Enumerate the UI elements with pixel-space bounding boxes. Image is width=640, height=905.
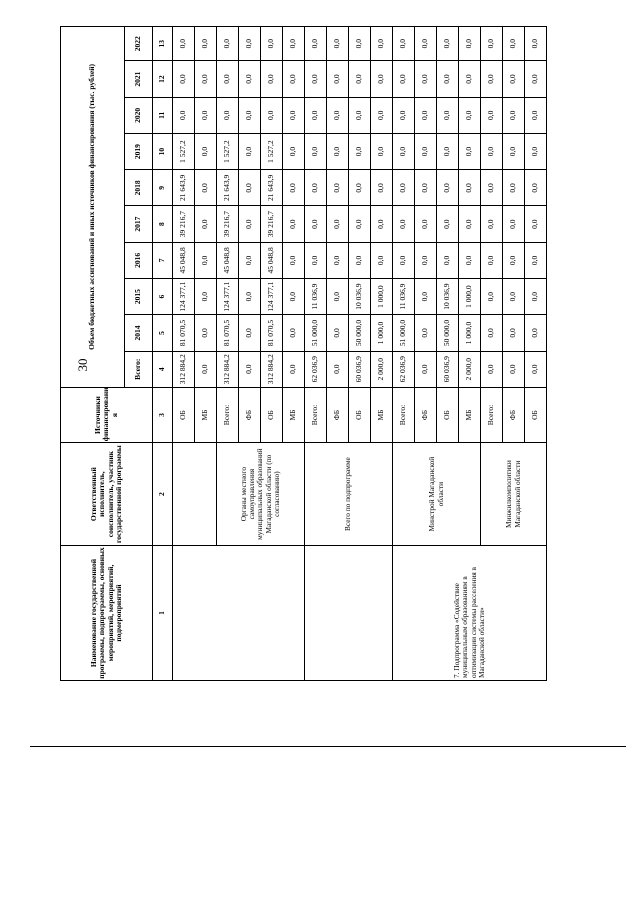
header-year: 2019 [125, 133, 153, 169]
value-cell: 0,0 [349, 133, 371, 169]
value-cell: 0,0 [459, 170, 481, 206]
value-cell: 0,0 [195, 61, 217, 97]
value-cell: 39 216,7 [173, 206, 195, 242]
value-cell: 10 036,9 [349, 279, 371, 315]
value-cell: 0,0 [305, 133, 327, 169]
value-cell: 45 048,8 [217, 242, 239, 278]
value-cell: 0,0 [481, 61, 503, 97]
value-cell: 0,0 [481, 170, 503, 206]
value-cell: 0,0 [195, 170, 217, 206]
row-name-cell [305, 546, 393, 681]
row-name-cell: 7. Подпрограмма «Содействие муниципальным образованиям в оптимизации системы расселения в Магаданской области» [393, 546, 547, 681]
value-cell: 0,0 [525, 61, 547, 97]
value-cell: 0,0 [415, 206, 437, 242]
value-cell: 312 884,2 [173, 351, 195, 387]
value-cell: 0,0 [327, 351, 349, 387]
value-cell: 0,0 [503, 97, 525, 133]
value-cell: 0,0 [415, 170, 437, 206]
rotated-table-container [60, 26, 570, 681]
value-cell: 0,0 [437, 27, 459, 61]
header-year: 2016 [125, 242, 153, 278]
value-cell: 0,0 [415, 351, 437, 387]
header-year: 2022 [125, 27, 153, 61]
value-cell: 81 070,5 [173, 315, 195, 351]
value-cell: 0,0 [239, 279, 261, 315]
header-year: 2021 [125, 61, 153, 97]
value-cell: 0,0 [503, 242, 525, 278]
value-cell: 0,0 [239, 27, 261, 61]
value-cell: 0,0 [217, 27, 239, 61]
source-cell: ОБ [525, 387, 547, 442]
column-number-row [153, 27, 173, 681]
value-cell: 0,0 [327, 279, 349, 315]
value-cell: 0,0 [481, 242, 503, 278]
column-number: 2 [153, 443, 173, 546]
value-cell: 2 000,0 [459, 351, 481, 387]
value-cell: 0,0 [393, 97, 415, 133]
value-cell: 0,0 [459, 97, 481, 133]
header-year: 2015 [125, 279, 153, 315]
value-cell: 50 000,0 [437, 315, 459, 351]
value-cell: 0,0 [327, 242, 349, 278]
table-row [393, 27, 415, 681]
horizontal-rule [30, 746, 626, 747]
header-responsible: Ответственный исполнитель, соисполнитель, участник государственной программы [61, 443, 153, 546]
value-cell: 0,0 [371, 61, 393, 97]
value-cell: 0,0 [525, 279, 547, 315]
source-cell: Всего: [393, 387, 415, 442]
value-cell: 0,0 [481, 133, 503, 169]
value-cell: 0,0 [503, 206, 525, 242]
value-cell: 0,0 [525, 206, 547, 242]
responsible-cell: Всего по подпрограмме [305, 443, 393, 546]
value-cell: 124 377,1 [173, 279, 195, 315]
value-cell: 124 377,1 [261, 279, 283, 315]
value-cell: 1 527,2 [217, 133, 239, 169]
value-cell: 0,0 [283, 315, 305, 351]
source-cell: МБ [283, 387, 305, 442]
value-cell: 0,0 [371, 97, 393, 133]
header-source: Источники финансировани я [61, 387, 153, 442]
page-number: 30 [75, 358, 90, 372]
value-cell: 0,0 [415, 97, 437, 133]
value-cell: 81 070,5 [217, 315, 239, 351]
value-cell: 0,0 [239, 133, 261, 169]
value-cell: 0,0 [217, 61, 239, 97]
table-body [173, 27, 547, 681]
value-cell: 0,0 [195, 279, 217, 315]
value-cell: 0,0 [239, 242, 261, 278]
value-cell: 0,0 [283, 351, 305, 387]
value-cell: 0,0 [371, 206, 393, 242]
value-cell: 50 000,0 [349, 315, 371, 351]
value-cell: 0,0 [305, 61, 327, 97]
value-cell: 1 000,0 [371, 315, 393, 351]
value-cell: 312 884,2 [217, 351, 239, 387]
value-cell: 0,0 [283, 279, 305, 315]
value-cell: 0,0 [283, 97, 305, 133]
value-cell: 0,0 [239, 170, 261, 206]
value-cell: 0,0 [525, 97, 547, 133]
column-number: 13 [153, 27, 173, 61]
value-cell: 62 036,9 [393, 351, 415, 387]
value-cell: 60 036,9 [349, 351, 371, 387]
value-cell: 0,0 [481, 97, 503, 133]
value-cell: 0,0 [503, 351, 525, 387]
value-cell: 0,0 [371, 242, 393, 278]
value-cell: 0,0 [525, 170, 547, 206]
value-cell: 0,0 [349, 61, 371, 97]
value-cell: 0,0 [503, 133, 525, 169]
value-cell: 0,0 [525, 315, 547, 351]
value-cell: 1 000,0 [459, 315, 481, 351]
header-year: 2018 [125, 170, 153, 206]
value-cell: 0,0 [459, 27, 481, 61]
value-cell: 0,0 [327, 315, 349, 351]
value-cell: 0,0 [305, 97, 327, 133]
value-cell: 0,0 [371, 170, 393, 206]
value-cell: 51 000,0 [305, 315, 327, 351]
value-cell: 0,0 [481, 27, 503, 61]
source-cell: Всего: [217, 387, 239, 442]
value-cell: 0,0 [239, 206, 261, 242]
value-cell: 0,0 [327, 206, 349, 242]
value-cell: 0,0 [415, 61, 437, 97]
value-cell: 0,0 [393, 133, 415, 169]
responsible-cell: Органы местного самоуправления муниципальных образований Магаданской области (по согласованию) [217, 443, 305, 546]
value-cell: 0,0 [415, 133, 437, 169]
value-cell: 0,0 [327, 133, 349, 169]
value-cell: 0,0 [349, 27, 371, 61]
header-year: 2014 [125, 315, 153, 351]
column-number: 10 [153, 133, 173, 169]
value-cell: 0,0 [173, 27, 195, 61]
value-cell: 0,0 [415, 27, 437, 61]
source-cell: ОБ [173, 387, 195, 442]
value-cell: 0,0 [481, 351, 503, 387]
value-cell: 0,0 [283, 27, 305, 61]
value-cell: 124 377,1 [217, 279, 239, 315]
value-cell: 60 036,9 [437, 351, 459, 387]
value-cell: 0,0 [503, 170, 525, 206]
value-cell: 0,0 [371, 133, 393, 169]
value-cell: 0,0 [371, 27, 393, 61]
value-cell: 0,0 [393, 61, 415, 97]
value-cell: 45 048,8 [261, 242, 283, 278]
value-cell: 0,0 [437, 170, 459, 206]
value-cell: 0,0 [349, 242, 371, 278]
value-cell: 0,0 [525, 351, 547, 387]
header-year: 2020 [125, 97, 153, 133]
source-cell: ОБ [437, 387, 459, 442]
value-cell: 0,0 [481, 206, 503, 242]
value-cell: 11 036,9 [305, 279, 327, 315]
value-cell: 0,0 [327, 97, 349, 133]
value-cell: 0,0 [327, 61, 349, 97]
value-cell: 0,0 [349, 170, 371, 206]
value-cell: 21 643,9 [217, 170, 239, 206]
value-cell: 0,0 [437, 133, 459, 169]
value-cell: 0,0 [305, 170, 327, 206]
value-cell: 39 216,7 [261, 206, 283, 242]
value-cell: 0,0 [195, 351, 217, 387]
column-number: 1 [153, 546, 173, 681]
value-cell: 0,0 [217, 97, 239, 133]
value-cell: 0,0 [437, 97, 459, 133]
value-cell: 0,0 [283, 242, 305, 278]
value-cell: 0,0 [437, 242, 459, 278]
source-cell: Всего: [305, 387, 327, 442]
value-cell: 0,0 [349, 206, 371, 242]
value-cell: 0,0 [327, 170, 349, 206]
value-cell: 0,0 [327, 27, 349, 61]
value-cell: 0,0 [195, 133, 217, 169]
column-number: 3 [153, 387, 173, 442]
value-cell: 0,0 [261, 61, 283, 97]
value-cell: 0,0 [481, 315, 503, 351]
source-cell: ФБ [327, 387, 349, 442]
value-cell: 0,0 [393, 206, 415, 242]
value-cell: 312 884,2 [261, 351, 283, 387]
responsible-cell [173, 443, 217, 546]
value-cell: 0,0 [195, 97, 217, 133]
column-number: 6 [153, 279, 173, 315]
value-cell: 0,0 [393, 27, 415, 61]
value-cell: 0,0 [459, 61, 481, 97]
value-cell: 0,0 [437, 206, 459, 242]
source-cell: Всего: [481, 387, 503, 442]
column-number: 7 [153, 242, 173, 278]
value-cell: 51 000,0 [393, 315, 415, 351]
value-cell: 45 048,8 [173, 242, 195, 278]
source-cell: МБ [371, 387, 393, 442]
value-cell: 0,0 [283, 61, 305, 97]
value-cell: 10 036,9 [437, 279, 459, 315]
value-cell: 0,0 [349, 97, 371, 133]
responsible-cell: Минстрой Магаданской области [393, 443, 481, 546]
financing-table [60, 26, 547, 681]
value-cell: 0,0 [283, 170, 305, 206]
column-number: 4 [153, 351, 173, 387]
value-cell: 81 070,5 [261, 315, 283, 351]
value-cell: 0,0 [305, 242, 327, 278]
value-cell: 0,0 [195, 242, 217, 278]
value-cell: 0,0 [283, 206, 305, 242]
value-cell: 0,0 [459, 242, 481, 278]
value-cell: 0,0 [239, 97, 261, 133]
value-cell: 0,0 [239, 315, 261, 351]
value-cell: 0,0 [415, 315, 437, 351]
header-name: Наименование государственной программы, подпрограммы, основных мероприятий, мероприятий, подмероприятий [61, 546, 153, 681]
row-name-cell [173, 546, 305, 681]
value-cell: 0,0 [459, 206, 481, 242]
responsible-cell: Минжилкомполитики Магаданской области [481, 443, 547, 546]
column-number: 5 [153, 315, 173, 351]
source-cell: ОБ [261, 387, 283, 442]
header-total: Всего: [125, 351, 153, 387]
value-cell: 0,0 [195, 206, 217, 242]
source-cell: ФБ [503, 387, 525, 442]
table-row [305, 27, 327, 681]
value-cell: 0,0 [503, 27, 525, 61]
value-cell: 0,0 [503, 279, 525, 315]
header-year: 2017 [125, 206, 153, 242]
value-cell: 39 216,7 [217, 206, 239, 242]
value-cell: 62 036,9 [305, 351, 327, 387]
value-cell: 21 643,9 [261, 170, 283, 206]
value-cell: 0,0 [283, 133, 305, 169]
value-cell: 0,0 [305, 206, 327, 242]
value-cell: 0,0 [525, 133, 547, 169]
source-cell: ФБ [239, 387, 261, 442]
value-cell: 0,0 [173, 97, 195, 133]
value-cell: 0,0 [525, 242, 547, 278]
value-cell: 0,0 [393, 170, 415, 206]
value-cell: 0,0 [415, 242, 437, 278]
value-cell: 1 527,2 [173, 133, 195, 169]
value-cell: 0,0 [239, 61, 261, 97]
value-cell: 0,0 [261, 27, 283, 61]
column-number: 12 [153, 61, 173, 97]
value-cell: 11 036,9 [393, 279, 415, 315]
value-cell: 21 643,9 [173, 170, 195, 206]
value-cell: 0,0 [481, 279, 503, 315]
value-cell: 0,0 [503, 315, 525, 351]
column-number: 8 [153, 206, 173, 242]
value-cell: 0,0 [503, 61, 525, 97]
column-number: 9 [153, 170, 173, 206]
value-cell: 0,0 [525, 27, 547, 61]
value-cell: 0,0 [239, 351, 261, 387]
value-cell: 0,0 [195, 315, 217, 351]
value-cell: 1 000,0 [371, 279, 393, 315]
value-cell: 0,0 [305, 27, 327, 61]
table-row [173, 27, 195, 681]
source-cell: МБ [195, 387, 217, 442]
column-number: 11 [153, 97, 173, 133]
value-cell: 0,0 [437, 61, 459, 97]
value-cell: 0,0 [261, 97, 283, 133]
header-funding-group: Объем бюджетных ассигнований и иных источников финансирования (тыс. рублей) [61, 27, 125, 388]
value-cell: 0,0 [415, 279, 437, 315]
value-cell: 2 000,0 [371, 351, 393, 387]
value-cell: 1 000,0 [459, 279, 481, 315]
value-cell: 0,0 [173, 61, 195, 97]
source-cell: ОБ [349, 387, 371, 442]
value-cell: 0,0 [393, 242, 415, 278]
value-cell: 1 527,2 [261, 133, 283, 169]
source-cell: ФБ [415, 387, 437, 442]
value-cell: 0,0 [195, 27, 217, 61]
value-cell: 0,0 [459, 133, 481, 169]
source-cell: МБ [459, 387, 481, 442]
